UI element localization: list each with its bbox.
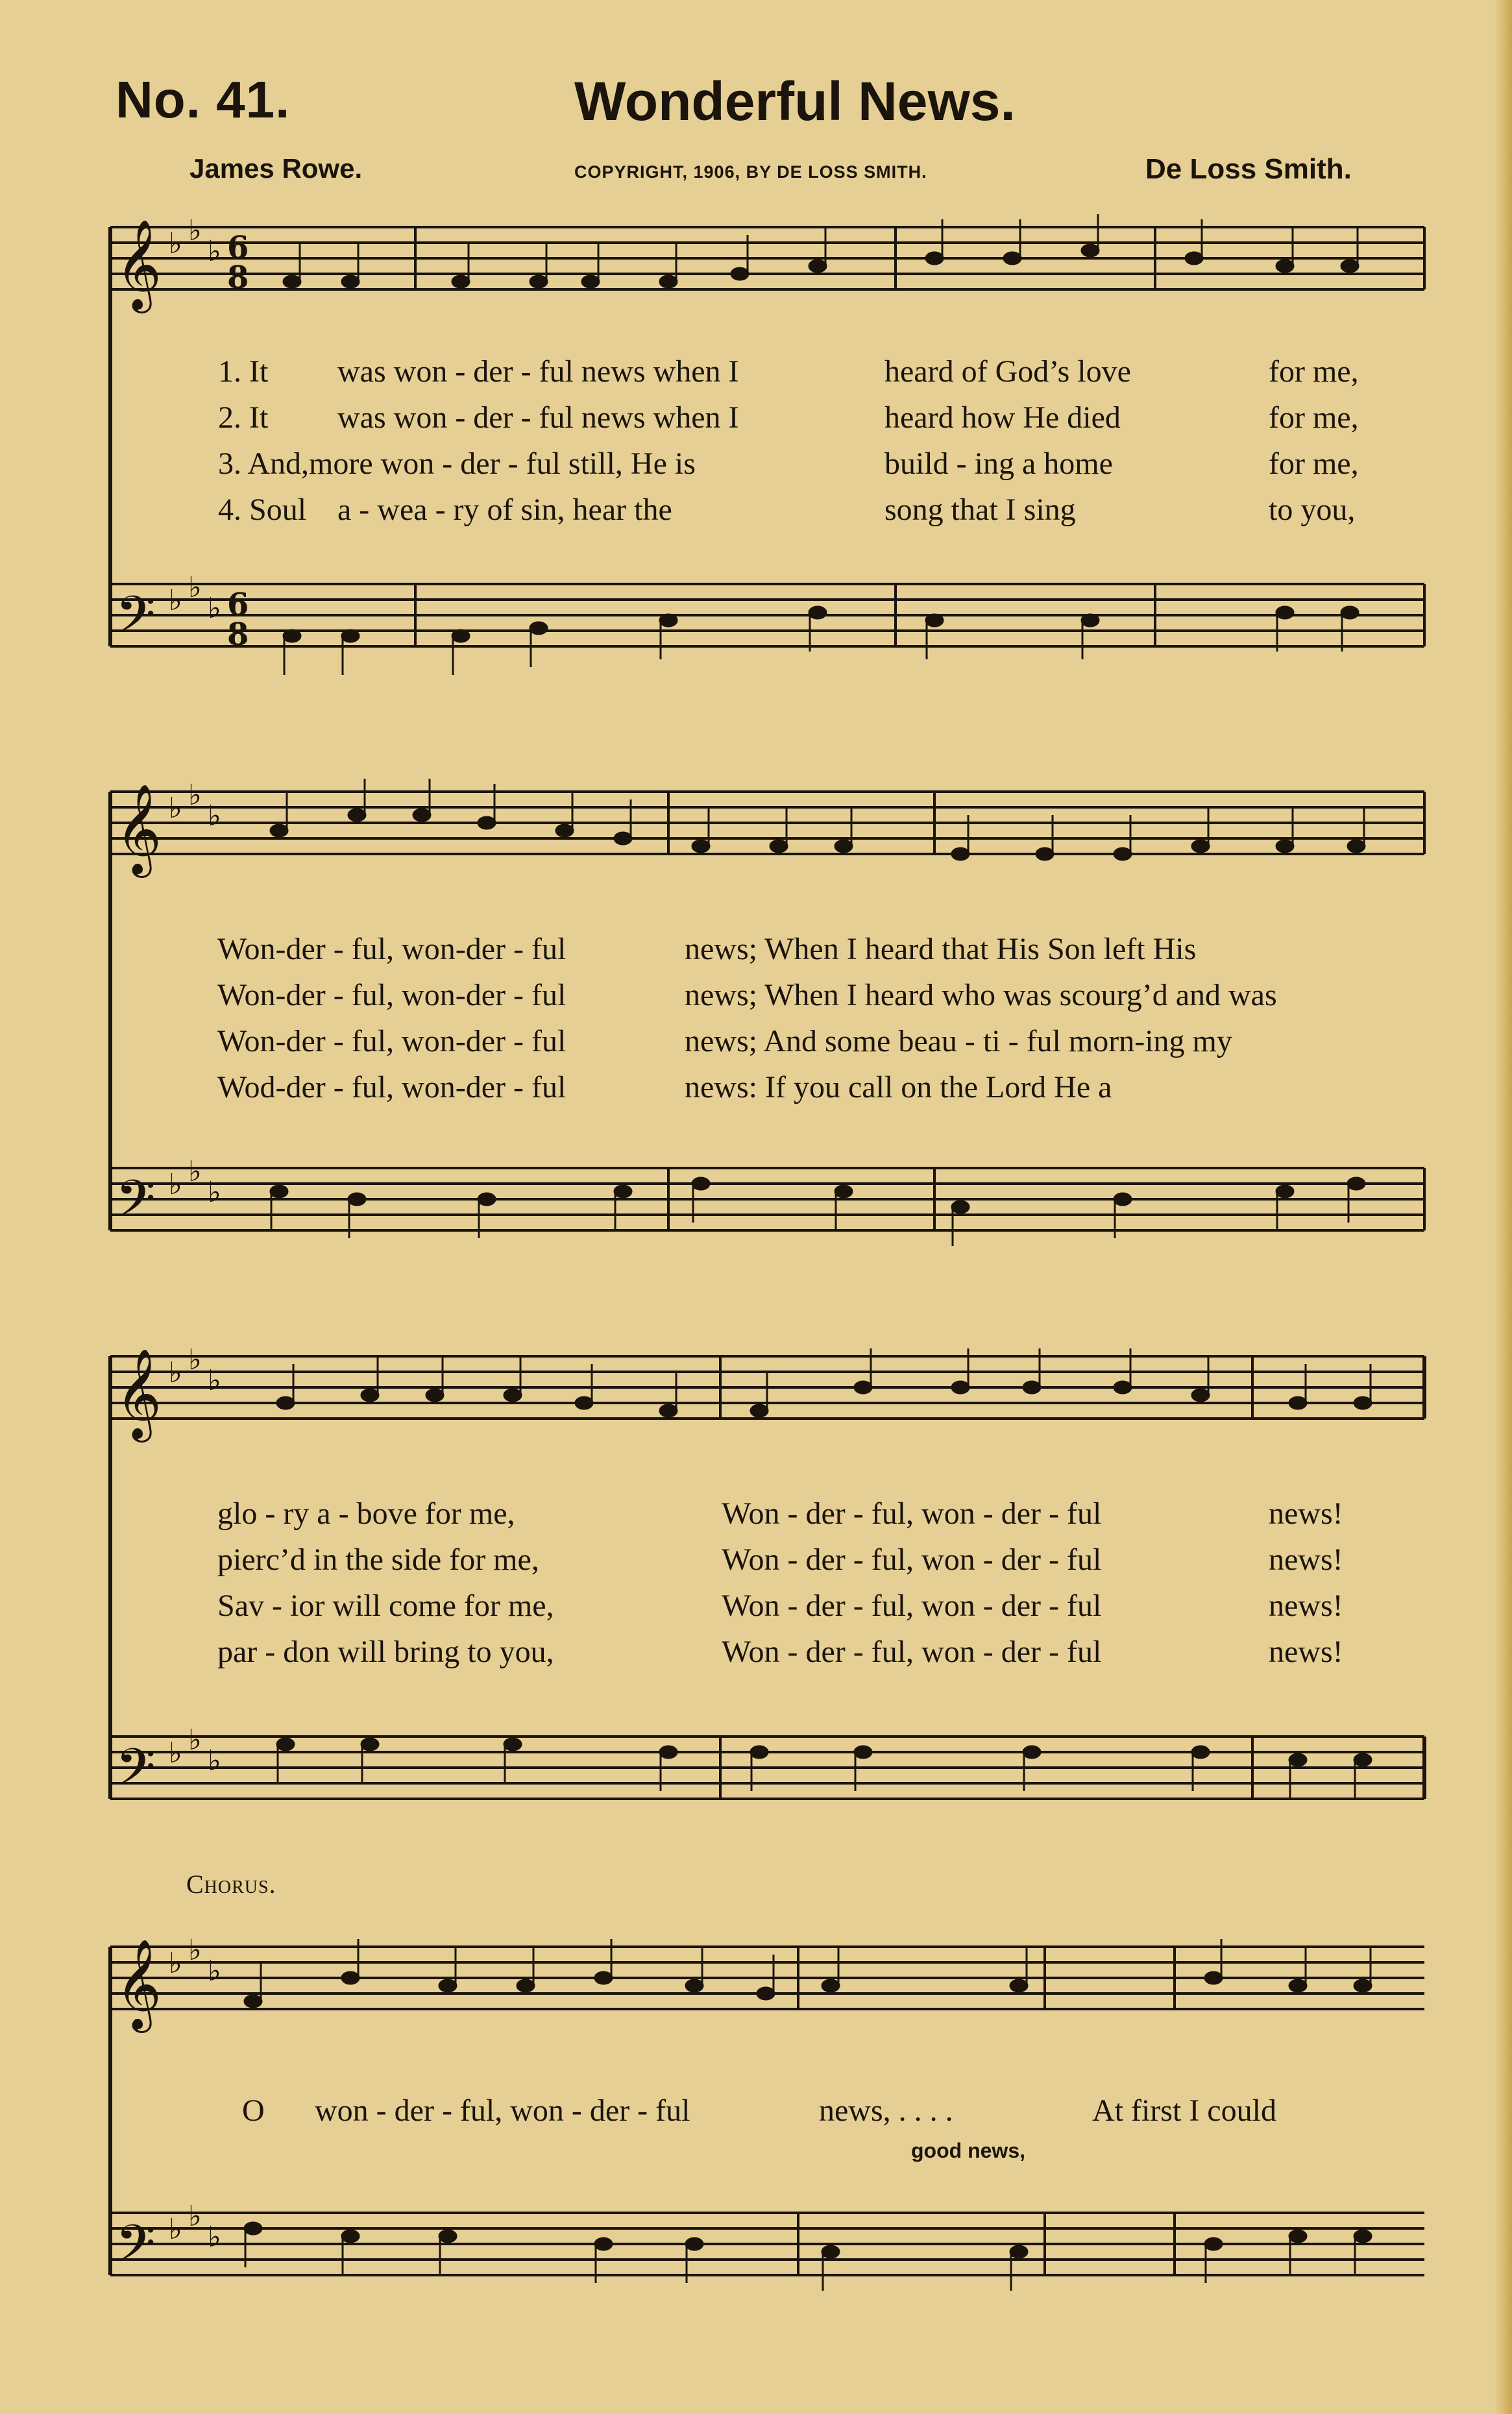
verse-line: 3. And,more won - der - ful still, He is build - ing a home for me,: [218, 446, 1359, 481]
chorus-lyric-news: news, . . . .: [819, 2093, 953, 2128]
chorus-lyric-o: O: [242, 2093, 265, 2128]
svg-text:♭: ♭: [188, 214, 202, 247]
chorus-lyric-at-first: At first I could: [1092, 2093, 1276, 2128]
page-edge: [1494, 0, 1512, 2414]
verse-line: Sav - ior will come for me, Won - der - ful, won - der - ful news!: [217, 1589, 1343, 1623]
copyright-notice: COPYRIGHT, 1906, BY DE LOSS SMITH.: [574, 162, 927, 182]
verse-line: 4. Soul a - wea - ry of sin, hear the song that I sing to you,: [218, 493, 1356, 527]
music-system-2: [97, 779, 1434, 1272]
lyricist: James Rowe.: [189, 153, 363, 184]
treble-clef-icon: 𝄞: [116, 1939, 162, 2029]
bass-clef-icon: 𝄢: [116, 585, 156, 657]
svg-text:♭: ♭: [208, 1744, 221, 1777]
svg-text:♭: ♭: [188, 571, 202, 604]
hymn-number: No. 41.: [116, 71, 291, 128]
staff-system-chorus-notation: [97, 1934, 1434, 2388]
svg-text:8: 8: [227, 616, 249, 653]
treble-clef-icon: 𝄞: [116, 1348, 162, 1439]
svg-text:♭: ♭: [188, 1343, 202, 1376]
svg-text:♭: ♭: [188, 2200, 202, 2233]
verse-line: Won-der - ful, won-der - ful news; When I heard who was scourg’d and was: [217, 978, 1277, 1012]
svg-text:♭: ♭: [169, 2213, 182, 2246]
verse-lyrics-system-2: [97, 931, 1434, 1116]
music-system-3: [97, 1343, 1434, 1849]
svg-text:♭: ♭: [169, 1737, 182, 1770]
verse-line: 1. It was won - der - ful news when I heard of God’s love for me,: [218, 354, 1359, 389]
bass-clef-icon: 𝄢: [116, 1169, 156, 1241]
chorus-label: Chorus.: [186, 1870, 276, 1899]
svg-text:8: 8: [227, 260, 249, 296]
svg-text:♭: ♭: [169, 792, 182, 825]
verse-line: pierc’d in the side for me, Won - der - ful, won - der - ful news!: [217, 1542, 1343, 1577]
verse-line: Won-der - ful, won-der - ful news; When I heard that His Son left His: [217, 932, 1197, 966]
bass-clef-icon: 𝄢: [116, 2213, 156, 2286]
svg-text:6: 6: [227, 587, 249, 623]
composer: De Loss Smith.: [1145, 153, 1352, 185]
svg-text:♭: ♭: [188, 1724, 202, 1757]
music-system-1: [97, 214, 1434, 707]
verse-line: Wod-der - ful, won-der - ful news: If you call on the Lord He a: [217, 1070, 1112, 1104]
svg-text:♭: ♭: [208, 2221, 221, 2254]
verse-line: 2. It was won - der - ful news when I heard how He died for me,: [218, 400, 1359, 435]
svg-text:♭: ♭: [208, 799, 221, 833]
treble-clef-icon: 𝄞: [116, 784, 162, 874]
svg-text:♭: ♭: [169, 1356, 182, 1389]
svg-text:♭: ♭: [208, 1364, 221, 1397]
music-system-chorus: [97, 1934, 1434, 2388]
svg-text:♭: ♭: [208, 1955, 221, 1988]
svg-text:♭: ♭: [169, 1947, 182, 1980]
alto-part-text: good news,: [911, 2139, 1025, 2162]
treble-clef-icon: 𝄞: [116, 219, 162, 310]
svg-text:♭: ♭: [188, 779, 202, 812]
svg-text:♭: ♭: [208, 235, 221, 268]
verse-lyrics-system-3: [97, 1496, 1434, 1680]
hymn-title: Wonderful News.: [574, 71, 1016, 132]
svg-text:♭: ♭: [169, 584, 182, 617]
svg-text:♭: ♭: [169, 1168, 182, 1201]
verse-line: Won-der - ful, won-der - ful news; And some beau - ti - ful morn-ing my: [217, 1024, 1232, 1058]
svg-text:6: 6: [227, 230, 249, 266]
verse-line: par - don will bring to you, Won - der - ful, won - der - ful news!: [217, 1635, 1343, 1669]
verse-line: glo - ry a - bove for me, Won - der - ful, won - der - ful news!: [217, 1496, 1343, 1531]
chorus-lyric-wonderful: won - der - ful, won - der - ful: [315, 2093, 690, 2128]
svg-text:♭: ♭: [188, 1155, 202, 1188]
svg-text:♭: ♭: [169, 227, 182, 260]
svg-text:♭: ♭: [188, 1934, 202, 1967]
svg-text:♭: ♭: [208, 1176, 221, 1209]
verse-lyrics-system-1: [97, 354, 1434, 538]
bass-clef-icon: 𝄢: [116, 1737, 156, 1810]
svg-text:♭: ♭: [208, 592, 221, 625]
